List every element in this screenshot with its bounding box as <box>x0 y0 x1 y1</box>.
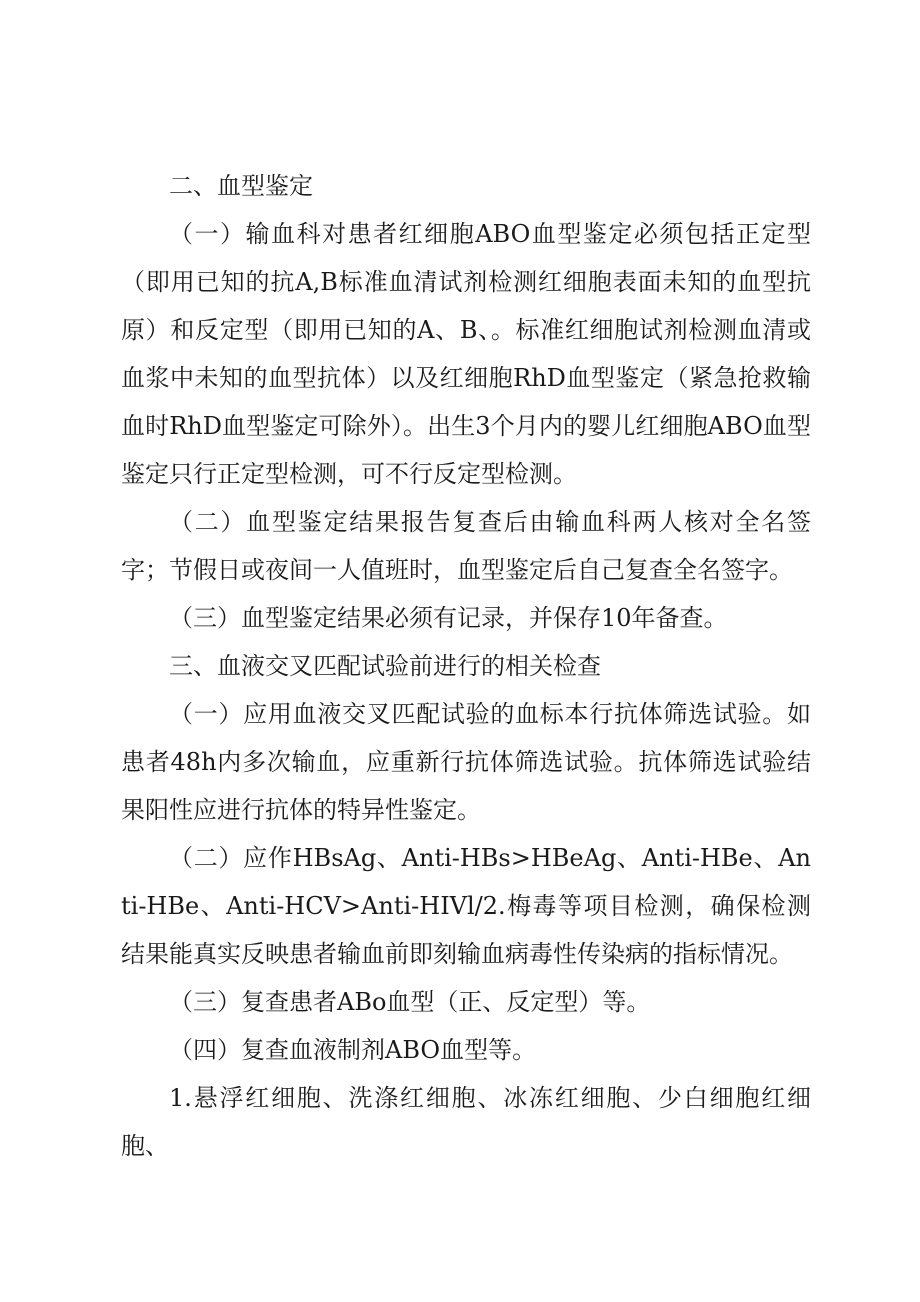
paragraph-recheck-patient-abo: （三）复查患者ABo血型（正、反定型）等。 <box>169 988 651 1016</box>
paragraph-antibody-screening: （一）应用血液交叉匹配试验的血标本行抗体筛选试验。如患者48h内多次输血，应重新行抗体筛选试验。抗体筛选试验结果阳性应进行抗体的特异性鉴定。 <box>121 700 811 824</box>
paragraph-item-1: 1.悬浮红细胞、洗涤红细胞、冰冻红细胞、少白细胞红细胞、 <box>121 1084 811 1160</box>
paragraph-report-review: （二）血型鉴定结果报告复查后由输血科两人核对全名签字；节假日或夜间一人值班时，血型鉴定后自己复查全名签字。 <box>121 508 811 584</box>
paragraph-infection-tests: （二）应作HBsAg、Anti-HBs>HBeAg、Anti-HBe、Anti-HBe、Anti-HCV>Anti-HIVl/2.梅毒等项目检测，确保检测结果能真实反映患者输血前即刻输血病毒性传染病的指标情况。 <box>121 844 811 968</box>
paragraph-recheck-product-abo: （四）复查血液制剂ABO血型等。 <box>169 1036 537 1064</box>
document-body <box>121 162 811 1170</box>
section-heading-crossmatch-checks: 三、血液交叉匹配试验前进行的相关检查 <box>169 652 601 680</box>
paragraph-record-keeping: （三）血型鉴定结果必须有记录，并保存10年备查。 <box>169 604 728 632</box>
paragraph-abo-typing: （一）输血科对患者红细胞ABO血型鉴定必须包括正定型（即用已知的抗A,B标准血清试剂检测红细胞表面未知的血型抗原）和反定型（即用已知的A、B、。标准红细胞试剂检测血清或血浆中未知的血型抗体）以及红细胞RhD血型鉴定（紧急抢救输血时RhD血型鉴定可除外）。出生3个月内的婴儿红细胞ABO血型鉴定只行正定型检测，可不行反定型检测。 <box>121 220 811 488</box>
section-heading-blood-typing: 二、血型鉴定 <box>169 172 313 200</box>
